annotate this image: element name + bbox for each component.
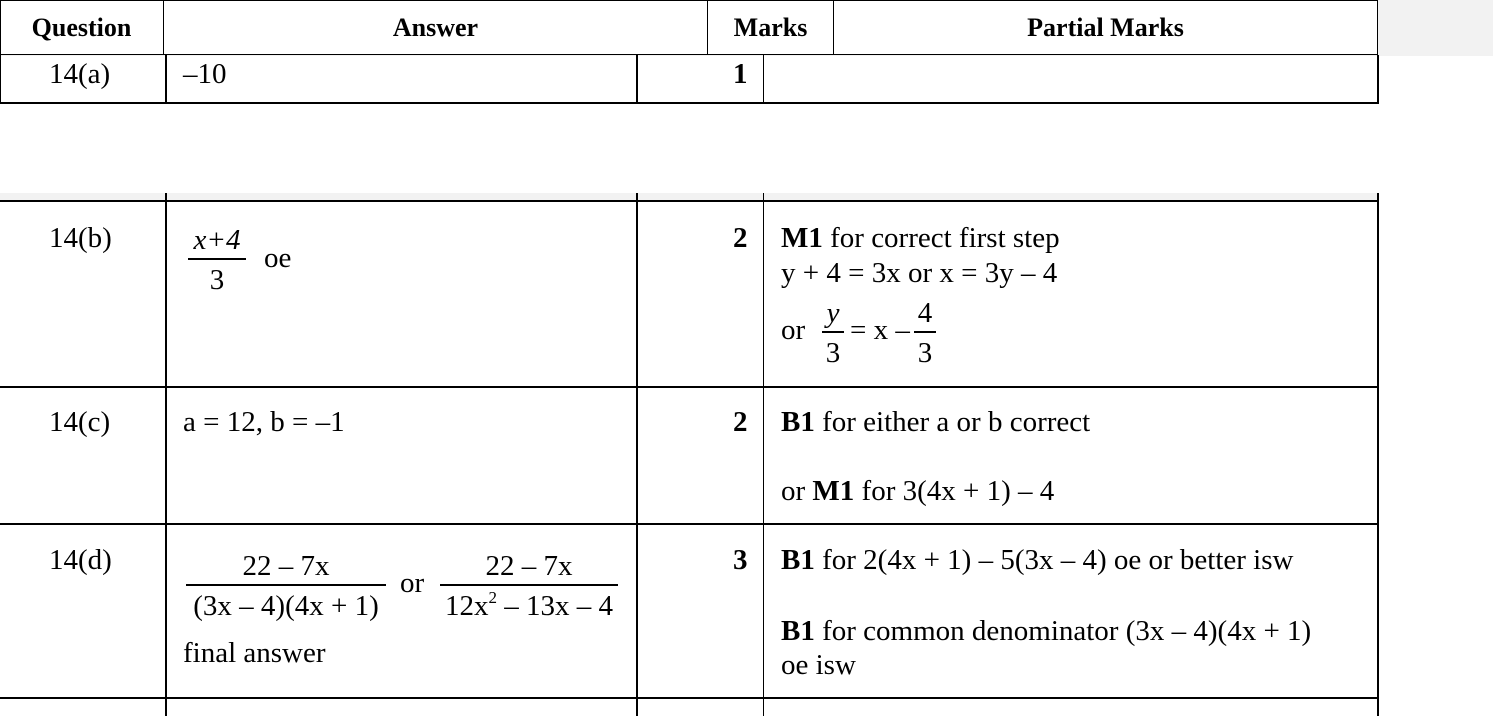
row-divider (0, 697, 1379, 699)
header-divider (1377, 0, 1378, 55)
question-number: 14(a) (49, 58, 111, 90)
column-divider (1377, 193, 1379, 716)
mark-description: for either a or b correct (822, 406, 1091, 438)
fraction-bar (188, 258, 246, 260)
row-divider (0, 386, 1379, 388)
partial-marks-line (781, 614, 1311, 648)
partial-fraction (914, 298, 936, 368)
column-divider (1377, 55, 1379, 104)
partial-marks-line (781, 543, 1293, 577)
fraction-denominator: 3 (917, 337, 933, 369)
fraction-denominator: 3 (209, 264, 225, 296)
column-divider (636, 193, 638, 716)
mark-code: B1 (781, 615, 815, 647)
question-number: 14(d) (49, 544, 112, 576)
column-divider (0, 55, 1, 104)
mark-description: for common denominator (3x – 4)(4x + 1) (822, 615, 1312, 647)
question-number: 14(c) (49, 406, 111, 438)
marks-value: 3 (733, 544, 748, 576)
fraction-numerator: 4 (917, 297, 933, 329)
partial-marks-or: or (781, 314, 806, 346)
fraction-bar (914, 331, 936, 333)
partial-marks-line (781, 405, 1090, 439)
header-partial-marks: Partial Marks (1027, 13, 1184, 42)
answer-text: –10 (183, 58, 227, 90)
fraction-numerator: 22 – 7x (242, 550, 330, 582)
partial-fraction (822, 298, 844, 368)
marks-value: 2 (733, 222, 748, 254)
mark-or: or (781, 475, 806, 507)
marks-value: 1 (733, 58, 748, 90)
mark-code: M1 (781, 222, 823, 254)
header-marks: Marks (733, 13, 808, 42)
exponent: 2 (488, 588, 497, 607)
fraction-bar (440, 584, 618, 586)
partial-equation-middle: = x – (850, 314, 910, 346)
column-divider (165, 55, 167, 104)
column-divider (763, 55, 764, 104)
answer-note: final answer (183, 637, 326, 669)
partial-marks-equation: y + 4 = 3x or x = 3y – 4 (781, 257, 1058, 289)
header-answer: Answer (392, 13, 479, 42)
answer-or: or (400, 567, 425, 599)
partial-marks-line: oe isw (781, 649, 856, 681)
mark-code: M1 (812, 475, 855, 507)
partial-marks-line (781, 474, 1054, 508)
answer-fraction (188, 225, 246, 295)
fraction-denominator: (3x – 4)(4x + 1) (193, 590, 379, 622)
row-divider (0, 523, 1379, 525)
answer-fraction (440, 551, 618, 621)
column-divider (636, 55, 638, 104)
fraction-denominator: 3 (825, 337, 841, 369)
denominator-rest: – 13x – 4 (497, 590, 613, 622)
fraction-numerator: x+4 (193, 224, 241, 256)
row-bottom-border (0, 102, 1379, 104)
fraction-numerator: 22 – 7x (485, 550, 573, 582)
fraction-numerator: y (826, 297, 840, 329)
answer-text: a = 12, b = –1 (183, 406, 345, 438)
fraction-denominator (440, 588, 618, 622)
marks-value: 2 (733, 406, 748, 438)
fraction-bar (186, 584, 386, 586)
mark-description: for correct first step (830, 222, 1060, 254)
fraction-bar (822, 331, 844, 333)
partial-marks-line (781, 221, 1060, 255)
header-question: Question (31, 13, 132, 42)
mark-description: for 3(4x + 1) – 4 (861, 475, 1055, 507)
mark-code: B1 (781, 406, 815, 438)
column-divider (165, 193, 167, 716)
column-divider (763, 193, 764, 716)
question-number: 14(b) (49, 222, 112, 254)
table-top-border (0, 200, 1379, 202)
mark-description: for 2(4x + 1) – 5(3x – 4) oe or better isw (822, 544, 1294, 576)
answer-suffix: oe (264, 242, 292, 274)
answer-fraction (186, 551, 386, 621)
mark-code: B1 (781, 544, 815, 576)
denominator-term: 12x (445, 590, 489, 622)
